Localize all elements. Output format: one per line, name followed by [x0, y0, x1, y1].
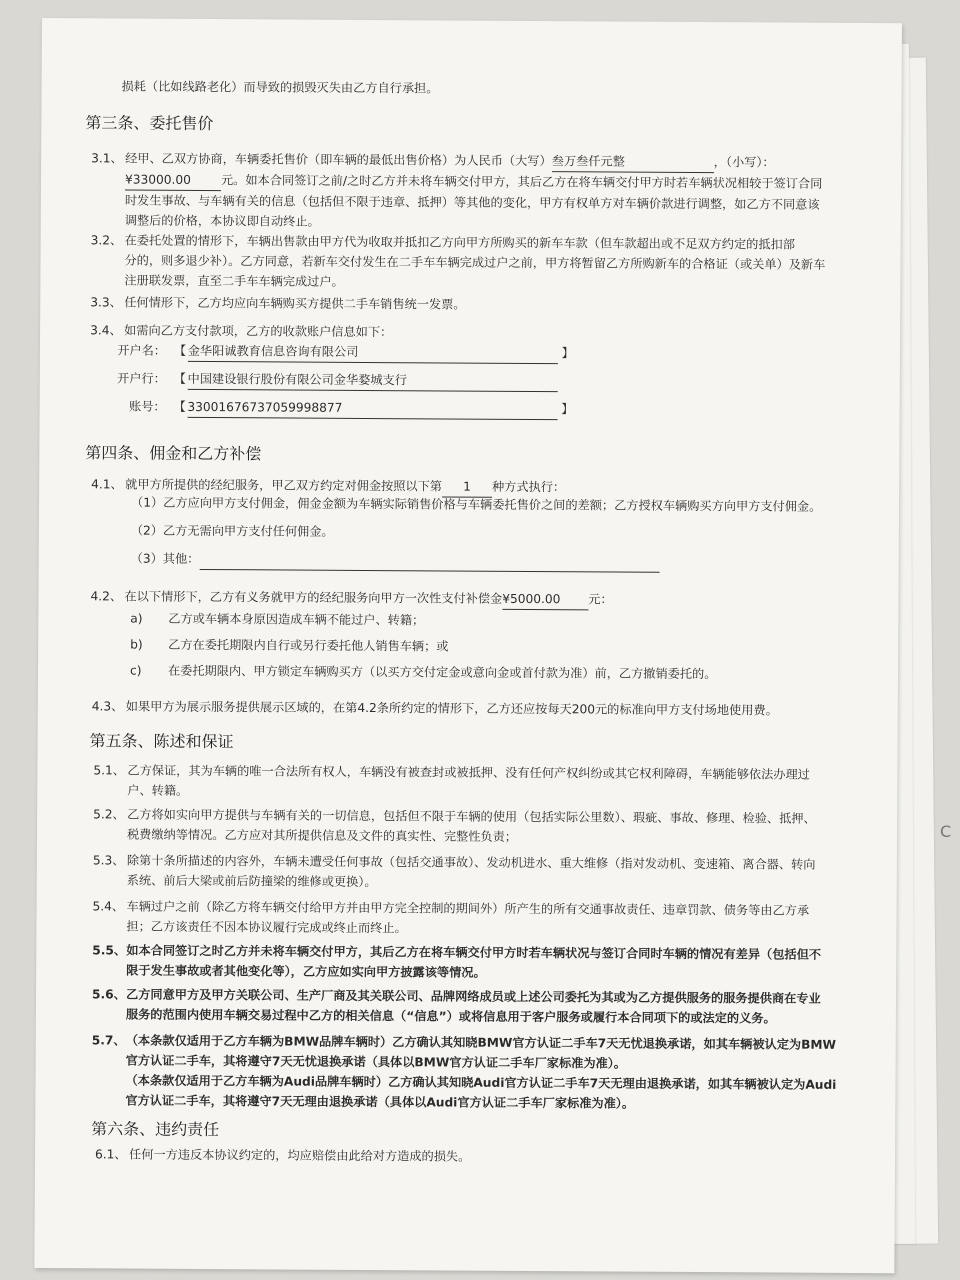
- amount-upper-field: 叁万叁仟元整: [552, 151, 714, 173]
- commission-choice-field: 1: [442, 476, 492, 497]
- article-5-title: 第五条、陈述和保证: [89, 731, 234, 752]
- article-3-title: 第三条、委托售价: [85, 113, 214, 134]
- account-number-field: 33001676737059998877: [187, 397, 557, 420]
- commission-option-3: （3）其他：: [131, 549, 660, 573]
- commission-option-1: （1）乙方应向甲方支付佣金，佣金金额为车辆实际销售价格与车辆委托售价之间的差额；乙方授权车辆购买方向甲方支付佣金。: [130, 495, 822, 514]
- clause-4-2: 4.2、 在以下情形下，乙方有义务就甲方的经纪服务向甲方一次性支付补偿金¥5000.00 元：: [90, 586, 612, 610]
- clause-4-2-item: c) 在委托期限内、甲方锁定车辆购买方（以买方交付定金或意向金或首付款为准）前，乙方撤销委托的。: [129, 663, 717, 682]
- bank-row: 开户行： 【 中国建设银行股份有限公司金华婺城支行: [110, 368, 558, 392]
- account-holder-field: 金华阳诚教育信息咨询有限公司: [188, 341, 558, 364]
- clause-4-1: 4.1、 就甲方所提供的经纪服务，甲乙双方约定对佣金按照以下第 1 种方式执行：: [91, 474, 565, 498]
- clause-3-1: 3.1、 经甲、乙双方协商，车辆委托售价（即车辆的最低出售价格）为人民币（大写）叁万叁仟元整 ，（小写）： ¥33000.00 元。如本合同签订之前/之时乙方并未将车辆交付甲方，其后乙方在将车辆交付甲方时若车辆状况相较于签订合同 时发生事故、与车辆有关的信息（包括但不限于违章、抵押）等其他的变化，甲方有权单方对车辆价款进行调整，如乙方不同意该 调整后的价格，本协议即自动终止。: [91, 151, 823, 229]
- account-number-label: 账号：: [129, 399, 166, 414]
- clause-5-2: 5.2、 乙方将如实向甲方提供与车辆有关的一切信息，包括但不限于车辆的使用（包括实际公里数）、瑕疵、事故、修理、检验、抵押、 税费缴纳等情况。乙方应对其所提供信息及文件的真实性、完整性负责；: [93, 807, 816, 844]
- compensation-amount-field: ¥5000.00: [502, 589, 588, 611]
- bank-field: 中国建设银行股份有限公司金华婺城支行: [187, 369, 557, 392]
- clause-4-2-item: b) 乙方在委托期限内自行或另行委托他人销售车辆；或: [130, 637, 449, 654]
- clause-3-2: 3.2、 在委托处置的情形下，车辆出售款由甲方代为收取并抵扣乙方向甲方所购买的新车车款（但车款超出或不足双方约定的抵扣部 分的，则多退少补）。乙方同意，若新车交付发生在二手车车辆完成过户之前，甲方将暂留乙方所购新车的合格证（或关单）及新车 注册联发票，直至二手车车辆完成过户。: [90, 233, 826, 289]
- clause-4-3: 4.3、 如果甲方为展示服务提供展示区域的，在第4.2条所约定的情形下，乙方还应按每天200元的标准向甲方支付场地使用费。: [91, 699, 778, 718]
- commission-option-2: （2）乙方无需向甲方支付任何佣金。: [130, 523, 334, 539]
- clause-5-5: 5.5、如本合同签订之时乙方并未将车辆交付甲方，其后乙方在将车辆交付甲方时若车辆状况与签订合同时车辆的情况有差异（包括但不 限于发生事故或者其他变化等），乙方应如实向甲方披露该等情况。: [92, 943, 822, 980]
- clause-5-1: 5.1、 乙方保证，其为车辆的唯一合法所有权人，车辆没有被查封或被抵押、没有任何产权纠纷或其它权利障碍，车辆能够依法办理过 户、转籍。: [93, 763, 810, 798]
- article-6-title: 第六条、违约责任: [91, 1119, 220, 1140]
- contract-page: [34, 18, 902, 1273]
- top-line: 损耗（比如线路老化）而导致的损毁灭失由乙方自行承担。: [121, 79, 439, 96]
- clause-4-2-item: a) 乙方或车辆本身原因造成车辆不能过户、转籍；: [130, 611, 425, 628]
- bank-label: 开户行：: [117, 371, 166, 386]
- clause-5-3: 5.3、 除第十条所描述的内容外，车辆未遭受任何事故（包括交通事故）、发动机进水、重大维修（指对发动机、变速箱、离合器、转向 系统、前后大梁或前后防撞梁的维修或更换）。: [92, 853, 816, 890]
- edge-mark: C: [940, 822, 952, 841]
- clause-5-4: 5.4、 车辆过户之前（除乙方将车辆交付给甲方并由甲方完全控制的期间外）所产生的所有交通事故责任、违章罚款、债务等由乙方承 担；乙方该责任不因本协议履行完成或终止而终止。: [92, 899, 810, 936]
- amount-lower-field: ¥33000.00: [125, 170, 221, 192]
- clause-5-6: 5.6、乙方同意甲方及甲方关联公司、生产厂商及其关联公司、品牌网络成员或上述公司委托为其或为乙方提供服务的服务提供商在专业 服务的范围内使用车辆交易过程中乙方的相关信息（“信息”）或将信息用于客户服务或履行本合同项下的或法定的义务。: [91, 987, 821, 1026]
- clause-5-7: 5.7、（本条款仅适用于乙方车辆为BMW品牌车辆时）乙方确认其知晓BMW官方认证二手车7天无忧退换承诺，如其车辆被认定为BMW 官方认证二手车，其将遵守7天无忧退换承诺（具体以BMW官方认证二手车厂家标准为准）。 （本条款仅适用于乙方车辆为Audi品牌车辆时）乙方确认其知晓Audi官方认证二手车7天无理由退换承诺，如其车辆被认定为Audi 官方认证二手车，其将遵守7天无理由退换承诺（具体以Audi官方认证二手车厂家标准为准）。: [91, 1033, 837, 1111]
- clause-6-1: 6.1、 任何一方违反本协议约定的，均应赔偿由此给对方造成的损失。: [95, 1147, 471, 1164]
- clause-3-4: 3.4、 如需向乙方支付款项，乙方的收款账户信息如下：: [90, 323, 393, 340]
- account-number-row: 账号： 【 33001676737059998877 】: [110, 396, 574, 420]
- account-holder-label: 开户名：: [117, 343, 167, 358]
- clause-3-3: 3.3、 任何情形下，乙方均应向车辆购买方提供二手车销售统一发票。: [90, 295, 466, 312]
- account-holder-row: 开户名： 【 金华阳诚教育信息咨询有限公司 】: [110, 340, 574, 364]
- article-4-title: 第四条、佣金和乙方补偿: [85, 443, 262, 464]
